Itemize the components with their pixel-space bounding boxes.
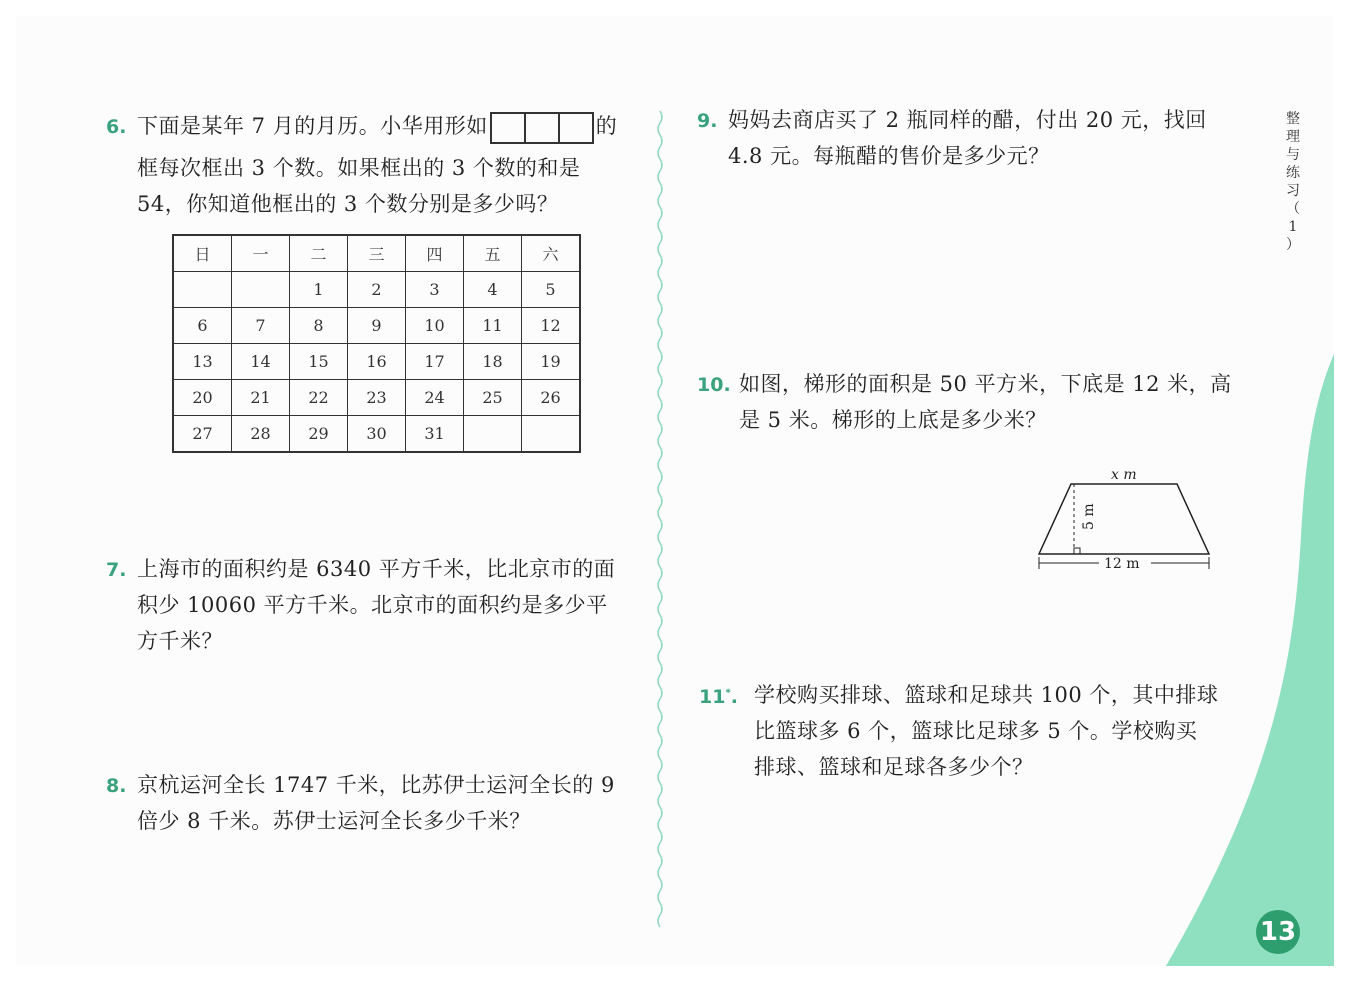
question-8-line: 倍少 8 千米。苏伊士运河全长多少千米？ <box>137 809 531 833</box>
calendar-header-row <box>173 235 580 272</box>
calendar-day: 12 <box>522 308 581 344</box>
question-8-text <box>137 767 637 839</box>
question-10-line: 是 5 米。梯形的上底是多少米？ <box>739 408 1047 432</box>
question-9-number: 9. <box>697 110 718 132</box>
weekday-header: 六 <box>522 235 581 272</box>
question-10-number: 10. <box>697 374 731 396</box>
calendar-day: 18 <box>464 344 522 380</box>
calendar-day: 24 <box>406 380 464 416</box>
calendar-day: 31 <box>406 416 464 453</box>
question-7-number: 7. <box>106 559 127 581</box>
question-6-number: 6. <box>106 116 127 138</box>
calendar-day <box>464 416 522 453</box>
trapezoid-figure <box>1031 450 1216 572</box>
side-title-char: 理 <box>1286 129 1300 145</box>
calendar-day: 27 <box>173 416 232 453</box>
question-7-line: 方千米？ <box>137 629 223 653</box>
question-11-number <box>699 686 738 708</box>
calendar-day: 2 <box>348 272 406 308</box>
calendar-week-row <box>173 380 580 416</box>
side-title-char: 与 <box>1286 147 1300 163</box>
calendar-week-row <box>173 308 580 344</box>
question-9-text <box>728 102 1228 174</box>
question-11-text <box>754 677 1234 785</box>
weekday-header: 一 <box>232 235 290 272</box>
calendar-day: 16 <box>348 344 406 380</box>
calendar-day: 29 <box>290 416 348 453</box>
calendar-day: 28 <box>232 416 290 453</box>
calendar-day: 15 <box>290 344 348 380</box>
question-6-text <box>137 108 637 222</box>
question-6-line-3: 54，你知道他框出的 3 个数分别是多少吗？ <box>137 192 559 216</box>
calendar-day: 20 <box>173 380 232 416</box>
question-10-line: 如图，梯形的面积是 50 平方米，下底是 12 米，高 <box>739 372 1232 396</box>
question-7-text <box>137 551 637 659</box>
question-6-line-1b: 的 <box>595 114 618 138</box>
question-6-line-2: 框每次框出 3 个数。如果框出的 3 个数的和是 <box>137 156 581 180</box>
calendar-day: 14 <box>232 344 290 380</box>
weekday-header: 四 <box>406 235 464 272</box>
question-11-line: 学校购买排球、篮球和足球共 100 个，其中排球 <box>754 683 1219 707</box>
calendar-day: 7 <box>232 308 290 344</box>
trapezoid-shape <box>1039 484 1209 554</box>
side-title-char: 练 <box>1286 165 1300 181</box>
right-angle-mark <box>1074 548 1080 554</box>
page-number-badge: 13 <box>1256 910 1300 954</box>
mint-curve <box>1166 354 1334 966</box>
calendar-day: 8 <box>290 308 348 344</box>
side-title-char: 习 <box>1286 183 1300 199</box>
calendar-day: 21 <box>232 380 290 416</box>
side-title-char: 1 <box>1288 219 1298 235</box>
weekday-header: 日 <box>173 235 232 272</box>
weekday-header: 五 <box>464 235 522 272</box>
calendar-day: 22 <box>290 380 348 416</box>
question-11-line: 比篮球多 6 个，篮球比足球多 5 个。学校购买 <box>754 719 1198 743</box>
question-7-line: 上海市的面积约是 6340 平方千米，比北京市的面 <box>137 557 616 581</box>
calendar-day: 25 <box>464 380 522 416</box>
calendar-day: 10 <box>406 308 464 344</box>
workbook-page <box>16 16 1334 966</box>
calendar-day: 11 <box>464 308 522 344</box>
weekday-header: 三 <box>348 235 406 272</box>
calendar-week-row <box>173 272 580 308</box>
weekday-header: 二 <box>290 235 348 272</box>
calendar-day: 17 <box>406 344 464 380</box>
question-9-line: 妈妈去商店买了 2 瓶同样的醋，付出 20 元，找回 <box>728 108 1207 132</box>
question-11-num: 11 <box>699 686 726 708</box>
calendar-day: 13 <box>173 344 232 380</box>
calendar-week-row <box>173 344 580 380</box>
top-base-label: x m <box>1111 467 1137 483</box>
box-cell <box>526 114 560 142</box>
question-6-line-1 <box>137 108 637 144</box>
calendar-day: 4 <box>464 272 522 308</box>
side-title-char: 整 <box>1286 111 1300 127</box>
calendar-day: 1 <box>290 272 348 308</box>
height-label: 5 m <box>1081 503 1097 530</box>
calendar-day: 5 <box>522 272 581 308</box>
challenge-star: * <box>725 687 731 699</box>
question-11-dot: . <box>730 686 738 708</box>
bottom-base-label: 12 m <box>1104 556 1140 572</box>
calendar-day: 9 <box>348 308 406 344</box>
question-8-number: 8. <box>106 775 127 797</box>
calendar-day: 30 <box>348 416 406 453</box>
side-section-title <box>1283 110 1303 254</box>
calendar-day: 23 <box>348 380 406 416</box>
question-7-line: 积少 10060 平方千米。北京市的面积约是多少平 <box>137 593 608 617</box>
question-8-line: 京杭运河全长 1747 千米，比苏伊士运河全长的 9 <box>137 773 615 797</box>
box-cell <box>560 114 592 142</box>
three-box-shape <box>490 112 594 144</box>
question-9-line: 4.8 元。每瓶醋的售价是多少元？ <box>728 144 1050 168</box>
calendar-day: 6 <box>173 308 232 344</box>
calendar-day: 26 <box>522 380 581 416</box>
calendar-day <box>522 416 581 453</box>
column-divider <box>658 111 662 927</box>
calendar-day <box>173 272 232 308</box>
question-6-line-1a: 下面是某年 7 月的月历。小华用形如 <box>137 114 488 138</box>
question-11-line: 排球、篮球和足球各多少个？ <box>754 755 1034 779</box>
calendar-day <box>232 272 290 308</box>
question-10-text <box>739 366 1232 438</box>
calendar-week-row <box>173 416 580 453</box>
box-cell <box>492 114 526 142</box>
side-title-char: （ <box>1286 201 1300 217</box>
calendar-day: 3 <box>406 272 464 308</box>
side-title-char: ） <box>1286 237 1300 253</box>
july-calendar <box>172 234 581 453</box>
calendar-day: 19 <box>522 344 581 380</box>
